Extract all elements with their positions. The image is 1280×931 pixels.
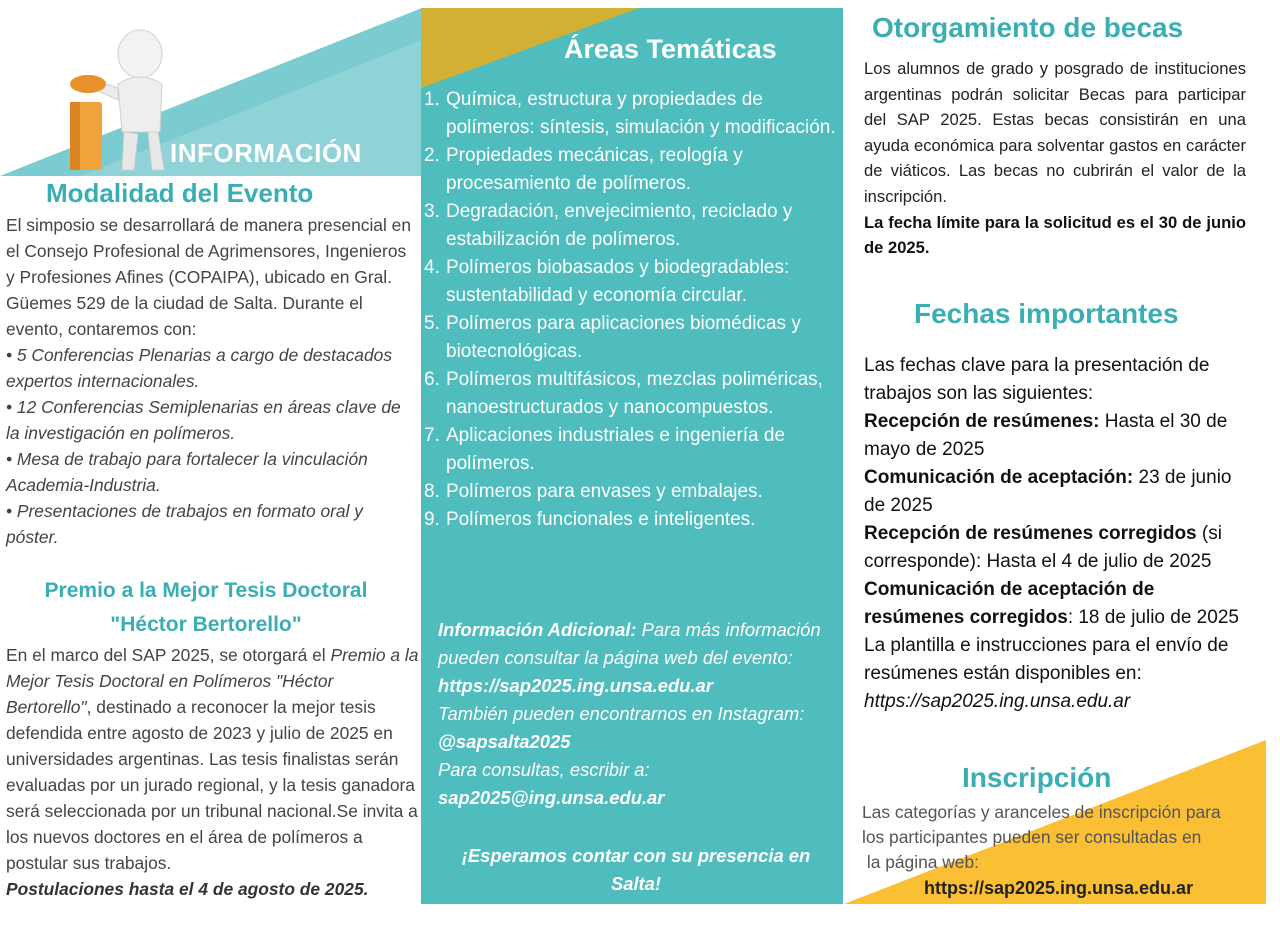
area-number: 4.	[424, 257, 440, 278]
area-text: Degradación, envejecimiento, reciclado y estabilización de polímeros.	[446, 201, 793, 250]
area-item	[424, 506, 836, 534]
fecha-value: (si corresponde): Hasta el 4 de julio de 2025	[864, 523, 1222, 572]
area-item	[424, 142, 836, 198]
area-text: Polímeros biobasados y biodegradables: sustentabilidad y economía circular.	[446, 257, 790, 306]
area-item	[424, 198, 836, 254]
area-item	[424, 422, 836, 478]
modalidad-bullet: • 12 Conferencias Semiplenarias en áreas clave de la investigación en polímeros.	[6, 397, 401, 443]
contact-email[interactable]: sap2025@ing.unsa.edu.ar	[438, 787, 665, 808]
premio-description	[6, 642, 420, 876]
fecha-item	[864, 464, 1256, 520]
modalidad-bullet: • Presentaciones de trabajos en formato oral y póster.	[6, 501, 363, 547]
additional-info-text: Para más información pueden consultar la página web del evento:	[438, 619, 821, 668]
fecha-label: Recepción de resúmenes:	[864, 411, 1100, 432]
areas-list	[424, 86, 836, 534]
fechas-title: Fechas importantes	[914, 298, 1179, 329]
area-text: Polímeros funcionales e inteligentes.	[446, 509, 756, 530]
area-item	[424, 478, 836, 506]
premio-deadline: Postulaciones hasta el 4 de agosto de 2025.	[6, 879, 369, 899]
modalidad-title: Modalidad del Evento	[46, 178, 314, 208]
area-number: 5.	[424, 313, 440, 334]
area-number: 3.	[424, 201, 440, 222]
fecha-item	[864, 520, 1256, 576]
instagram-handle[interactable]: @sapsalta2025	[438, 731, 571, 752]
premio-name-italic: Premio a la Mejor Tesis Doctoral en Polímeros "Héctor Bertorello"	[6, 645, 419, 717]
modalidad-bullet: • Mesa de trabajo para fortalecer la vinculación Academia-Industria.	[6, 449, 368, 495]
area-number: 7.	[424, 425, 440, 446]
event-website-link[interactable]	[438, 672, 834, 700]
additional-info	[438, 616, 834, 812]
inscripcion-title: Inscripción	[962, 762, 1112, 793]
fecha-item	[864, 576, 1256, 632]
area-text: Aplicaciones industriales e ingeniería de polímeros.	[446, 425, 786, 474]
inscripcion-line: los participantes pueden ser consultadas en	[862, 827, 1202, 847]
modalidad-body	[6, 212, 418, 550]
fechas-body	[864, 352, 1256, 716]
becas-body	[864, 56, 1246, 261]
area-text: Polímeros para aplicaciones biomédicas y biotecnológicas.	[446, 313, 801, 362]
area-item	[424, 86, 836, 142]
area-number: 2.	[424, 145, 440, 166]
area-text: Química, estructura y propiedades de polímeros: síntesis, simulación y modificación.	[446, 89, 836, 138]
fecha-value: 23 de junio de 2025	[864, 467, 1232, 516]
fecha-value: Hasta el 30 de mayo de 2025	[864, 411, 1228, 460]
info-title: INFORMACIÓN	[170, 138, 362, 168]
fecha-label: Comunicación de aceptación de resúmenes corregidos	[864, 579, 1155, 628]
contact-email-line[interactable]	[438, 784, 834, 812]
modalidad-bullet: • 5 Conferencias Plenarias a cargo de destacados expertos internacionales.	[6, 345, 393, 391]
premio-text-b: , destinado a reconocer la mejor tesis defendida entre agosto de 2023 y julio de 2025 en universidades argentinas. Las tesis finalistas serán evaluadas por un jurado regional, y la tesis ganadora será seleccionada por un tribunal nacional.Se invita a los nuevos doctores en el área de polímeros a postular sus trabajos.	[6, 697, 418, 873]
becas-title: Otorgamiento de becas	[872, 12, 1184, 43]
fecha-label: Recepción de resúmenes corregidos	[864, 523, 1197, 544]
modalidad-list	[6, 342, 418, 550]
area-number: 9.	[424, 509, 440, 530]
closing-message: ¡Esperamos contar con su presencia en Salta!	[461, 845, 811, 894]
premio-title-line2: "Héctor Bertorello"	[110, 613, 302, 636]
premio-title-line1: Premio a la Mejor Tesis Doctoral	[44, 579, 368, 602]
info-person-icon	[60, 14, 170, 174]
area-number: 6.	[424, 369, 440, 390]
premio-body	[6, 642, 420, 902]
plantilla-url[interactable]: https://sap2025.ing.unsa.edu.ar	[864, 691, 1131, 712]
area-number: 8.	[424, 481, 440, 502]
becas-description: Los alumnos de grado y posgrado de instituciones argentinas podrán solicitar Becas para participar del SAP 2025. Estas becas consistirán en una ayuda económica para solventar gastos en carácter de viáticos. Las becas no cubrirán el valor de la inscripción.	[864, 59, 1246, 206]
area-text: Polímeros multifásicos, mezclas poliméricas, nanoestructurados y nanocompuestos.	[446, 369, 823, 418]
area-number: 1.	[424, 89, 440, 110]
inscripcion-url[interactable]: https://sap2025.ing.unsa.edu.ar	[924, 878, 1194, 898]
area-item	[424, 254, 836, 310]
event-website-url[interactable]: https://sap2025.ing.unsa.edu.ar	[438, 675, 713, 696]
premio-title	[0, 574, 412, 642]
inscripcion-line: Las categorías y aranceles de inscripción para	[862, 802, 1221, 822]
additional-info-label: Información Adicional:	[438, 619, 637, 640]
fecha-value: : 18 de julio de 2025	[1067, 607, 1239, 628]
areas-title: Áreas Temáticas	[564, 34, 777, 64]
premio-text-a: En el marco del SAP 2025, se otorgará el	[6, 645, 331, 665]
area-text: Propiedades mecánicas, reología y procesamiento de polímeros.	[446, 145, 743, 194]
instagram-line	[438, 700, 834, 756]
fechas-intro: Las fechas clave para la presentación de trabajos son las siguientes:	[864, 355, 1210, 404]
becas-deadline: La fecha límite para la solicitud es el 30 de junio de 2025.	[864, 212, 1246, 258]
plantilla-text: La plantilla e instrucciones para el envío de resúmenes están disponibles en:	[864, 635, 1229, 684]
additional-info-intro	[438, 616, 834, 672]
contact-text: Para consultas, escribir a:	[438, 759, 650, 780]
instagram-text: También pueden encontrarnos en Instagram:	[438, 703, 805, 724]
inscripcion-body	[862, 800, 1254, 875]
fecha-item	[864, 408, 1256, 464]
inscripcion-line: la página web:	[862, 852, 979, 872]
modalidad-intro: El simposio se desarrollará de manera presencial en el Consejo Profesional de Agrimensores, Ingenieros y Profesiones Afines (COPAIPA), ubicado en Gral. Güemes 529 de la ciudad de Salta. Durante el evento, contaremos con:	[6, 215, 412, 339]
area-item	[424, 310, 836, 366]
area-text: Polímeros para envases y embalajes.	[446, 481, 763, 502]
fecha-label: Comunicación de aceptación:	[864, 467, 1134, 488]
area-item	[424, 366, 836, 422]
